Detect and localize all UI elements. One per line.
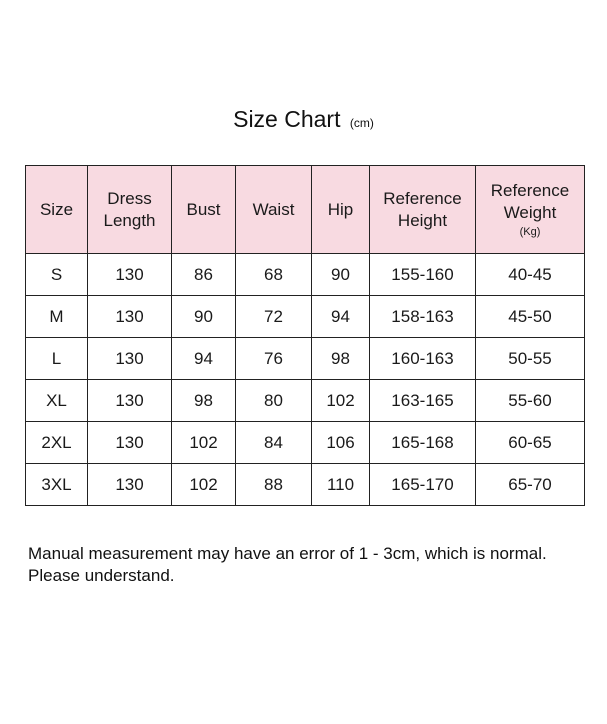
cell-dress-length: 130 (88, 254, 172, 296)
cell-reference-weight: 45-50 (476, 296, 585, 338)
cell-waist: 68 (236, 254, 312, 296)
cell-reference-height: 155-160 (370, 254, 476, 296)
measurement-note (28, 543, 598, 587)
cell-dress-length: 130 (88, 380, 172, 422)
size-chart-title (0, 104, 607, 138)
cell-reference-height: 160-163 (370, 338, 476, 380)
table-row (26, 380, 585, 422)
cell-hip: 94 (312, 296, 370, 338)
cell-reference-weight: 40-45 (476, 254, 585, 296)
cell-reference-height: 163-165 (370, 380, 476, 422)
note-line-1: Manual measurement may have an error of 1 - 3cm, which is normal. (28, 544, 547, 563)
cell-size: 3XL (26, 464, 88, 506)
table-row (26, 254, 585, 296)
cell-bust: 94 (172, 338, 236, 380)
cell-reference-height: 165-168 (370, 422, 476, 464)
cell-dress-length: 130 (88, 296, 172, 338)
cell-bust: 102 (172, 422, 236, 464)
header-size: Size (26, 166, 88, 254)
header-waist: Waist (236, 166, 312, 254)
title-unit: (cm) (349, 116, 374, 130)
header-bust: Bust (172, 166, 236, 254)
cell-waist: 76 (236, 338, 312, 380)
cell-waist: 80 (236, 380, 312, 422)
header-reference-weight: Reference Weight (Kg) (476, 166, 585, 254)
cell-hip: 110 (312, 464, 370, 506)
cell-waist: 88 (236, 464, 312, 506)
cell-size: L (26, 338, 88, 380)
cell-reference-weight: 60-65 (476, 422, 585, 464)
note-line-2: Please understand. (28, 566, 175, 585)
cell-size: XL (26, 380, 88, 422)
cell-hip: 102 (312, 380, 370, 422)
table-row (26, 464, 585, 506)
cell-bust: 102 (172, 464, 236, 506)
cell-dress-length: 130 (88, 338, 172, 380)
cell-bust: 86 (172, 254, 236, 296)
header-reference-height: Reference Height (370, 166, 476, 254)
table-header-row (26, 166, 585, 254)
cell-reference-weight: 65-70 (476, 464, 585, 506)
cell-hip: 98 (312, 338, 370, 380)
cell-waist: 84 (236, 422, 312, 464)
cell-hip: 106 (312, 422, 370, 464)
cell-waist: 72 (236, 296, 312, 338)
table-row (26, 296, 585, 338)
title-text: Size Chart (233, 106, 341, 132)
header-hip: Hip (312, 166, 370, 254)
cell-dress-length: 130 (88, 422, 172, 464)
cell-hip: 90 (312, 254, 370, 296)
cell-size: M (26, 296, 88, 338)
cell-reference-height: 158-163 (370, 296, 476, 338)
cell-reference-weight: 55-60 (476, 380, 585, 422)
cell-size: 2XL (26, 422, 88, 464)
weight-unit: (Kg) (519, 225, 541, 238)
cell-reference-weight: 50-55 (476, 338, 585, 380)
table-row (26, 422, 585, 464)
cell-reference-height: 165-170 (370, 464, 476, 506)
table-row (26, 338, 585, 380)
cell-size: S (26, 254, 88, 296)
cell-bust: 98 (172, 380, 236, 422)
cell-bust: 90 (172, 296, 236, 338)
size-chart-table (25, 165, 585, 506)
header-dress-length: Dress Length (88, 166, 172, 254)
cell-dress-length: 130 (88, 464, 172, 506)
